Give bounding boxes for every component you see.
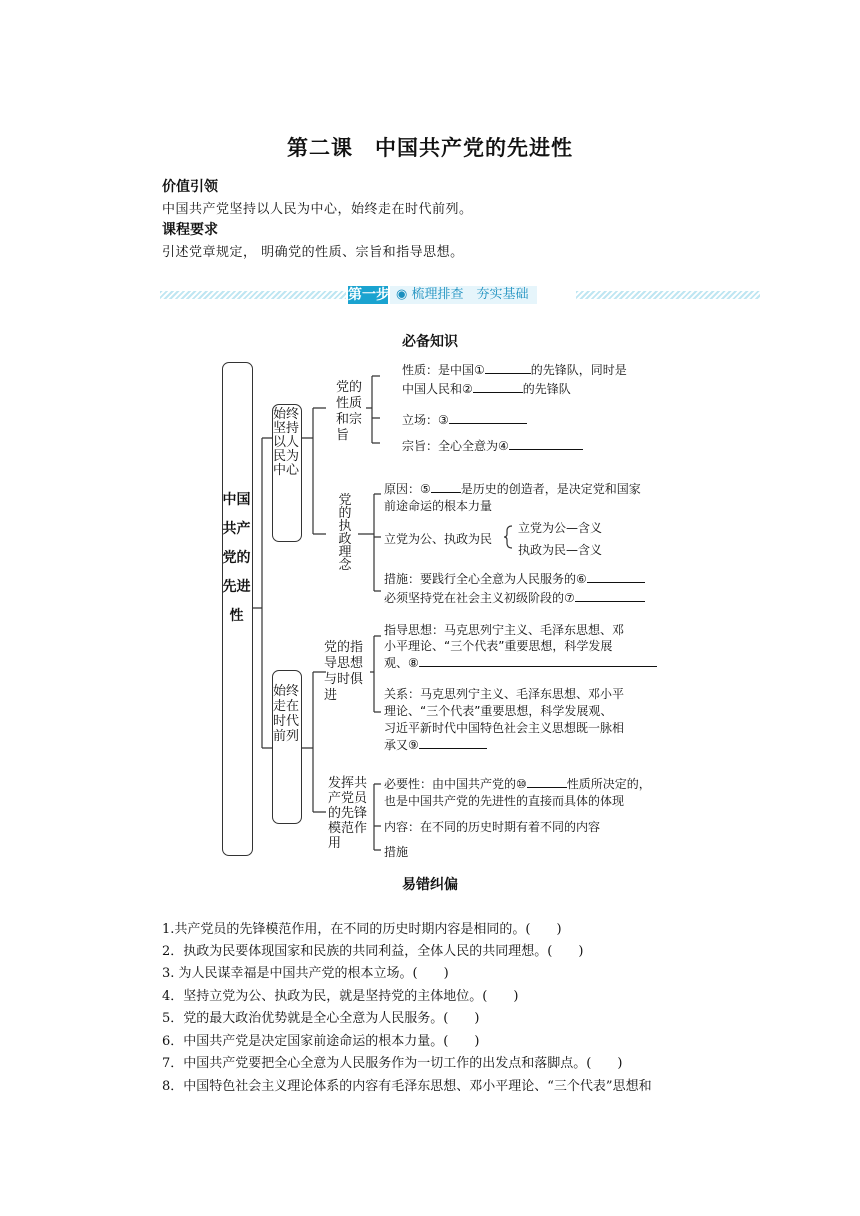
question-1: 1.共产党员的先锋模范作用，在不同的历史时期内容是相同的。( ) — [162, 922, 562, 937]
node-guide: 党的指导思想与时俱进 — [324, 640, 364, 703]
blank-6[interactable] — [587, 570, 645, 583]
leaf-guide-3-text: 观、⑧ — [384, 656, 419, 670]
leaf-purpose — [402, 437, 583, 454]
leaf-rel-4-text: 承又⑨ — [384, 738, 419, 752]
leaf-rel-1: 关系：马克思列宁主义、毛泽东思想、邓小平 — [384, 687, 625, 701]
node-nature: 党的性质和宗旨 — [336, 380, 363, 443]
leaf-measure-2-text: 必须坚持党在社会主义初级阶段的⑦ — [384, 591, 575, 605]
leaf-nature-1-a: 性质：是中国① — [402, 363, 485, 377]
node-govern: 党的执政理念 — [338, 493, 352, 573]
requirement-heading: 课程要求 — [162, 222, 218, 238]
leaf-necessity-1-b: 性质所决定的， — [566, 777, 651, 791]
leaf-guide-2: 小平理论、“三个代表”重要思想，科学发展 — [384, 639, 613, 653]
leaf-content: 内容：在不同的历史时期有着不同的内容 — [384, 820, 601, 834]
blank-5[interactable] — [431, 480, 461, 493]
branch-times-label: 始终走在时代前列 — [272, 684, 299, 744]
question-4: 4．坚持立党为公、执政为民，就是坚持党的主体地位。( ) — [162, 989, 519, 1004]
blank-8[interactable] — [419, 654, 657, 667]
leaf-nature-2 — [402, 380, 571, 397]
question-2: 2．执政为民要体现国家和民族的共同利益，全体人民的共同理想。( ) — [162, 944, 584, 959]
leaf-nature-1 — [402, 361, 627, 378]
leaf-lidang-b: 执政为民—含义 — [518, 543, 603, 557]
leaf-stand — [402, 411, 527, 428]
leaf-rel-4 — [384, 736, 487, 753]
leaf-nature-2-b: 的先锋队 — [522, 382, 571, 396]
page-title: 第二课 中国共产党的先进性 — [287, 136, 573, 160]
question-8: 8．中国特色社会主义理论体系的内容有毛泽东思想、邓小平理论、“三个代表”思想和 — [162, 1079, 652, 1094]
blank-2[interactable] — [473, 380, 523, 393]
blank-4[interactable] — [509, 437, 583, 450]
blank-10[interactable] — [527, 775, 567, 788]
leaf-measure-1 — [384, 570, 645, 587]
leaf-nature-2-a: 中国人民和② — [402, 382, 473, 396]
leaf-measures: 措施 — [384, 845, 409, 859]
leaf-reason-1-a: 原因：⑤ — [384, 482, 431, 496]
leaf-guide-3 — [384, 654, 657, 671]
blank-9[interactable] — [419, 736, 487, 749]
leaf-reason-1 — [384, 480, 641, 497]
leaf-measure-2 — [384, 589, 645, 606]
leaf-rel-3: 习近平新时代中国特色社会主义思想既一脉相 — [384, 721, 625, 735]
value-heading: 价值引领 — [162, 179, 218, 195]
blank-3[interactable] — [449, 411, 527, 424]
leaf-necessity-1 — [384, 775, 651, 792]
knowledge-heading: 必备知识 — [402, 334, 458, 350]
root-label: 中国共产党的先进性 — [222, 492, 251, 624]
step-tag: 第一步 — [348, 287, 390, 303]
question-5: 5．党的最大政治优势就是全心全意为人民服务。( ) — [162, 1011, 480, 1026]
errors-heading: 易错纠偏 — [402, 877, 458, 893]
leaf-lidang-a: 立党为公—含义 — [518, 521, 603, 535]
branch-people-label: 始终坚持以人民为中心 — [272, 407, 299, 478]
question-3: 3. 为人民谋幸福是中国共产党的根本立场。( ) — [162, 966, 449, 981]
leaf-necessity-1-a: 必要性：由中国共产党的⑩ — [384, 777, 527, 791]
leaf-necessity-2: 也是中国共产党的先进性的直接而具体的体现 — [384, 794, 625, 808]
requirement-text: 引述党章规定， 明确党的性质、宗旨和指导思想。 — [162, 245, 464, 260]
leaf-lidang: 立党为公、执政为民 — [384, 532, 493, 546]
bullet-icon: ◉ — [396, 287, 408, 302]
step-subtitle-text: 梳理排查 夯实基础 — [411, 287, 529, 302]
leaf-measure-1-text: 措施：要践行全心全意为人民服务的⑥ — [384, 572, 587, 586]
node-model: 发挥共产党员的先锋模范作用 — [328, 776, 368, 851]
leaf-reason-2: 前途命运的根本力量 — [384, 499, 493, 513]
leaf-guide-1: 指导思想：马克思列宁主义、毛泽东思想、邓 — [384, 623, 625, 637]
leaf-rel-2: 理论、“三个代表”重要思想，科学发展观、 — [384, 704, 613, 718]
leaf-purpose-text: 宗旨：全心全意为④ — [402, 439, 509, 453]
blank-1[interactable] — [485, 361, 531, 374]
leaf-stand-text: 立场：③ — [402, 413, 449, 427]
question-7: 7．中国共产党要把全心全意为人民服务作为一切工作的出发点和落脚点。( ) — [162, 1056, 623, 1071]
value-text: 中国共产党坚持以人民为中心，始终走在时代前列。 — [162, 202, 473, 217]
leaf-nature-1-b: 的先锋队，同时是 — [530, 363, 627, 377]
question-6: 6．中国共产党是决定国家前途命运的根本力量。( ) — [162, 1034, 480, 1049]
blank-7[interactable] — [575, 589, 645, 602]
leaf-reason-1-b: 是历史的创造者，是决定党和国家 — [460, 482, 641, 496]
